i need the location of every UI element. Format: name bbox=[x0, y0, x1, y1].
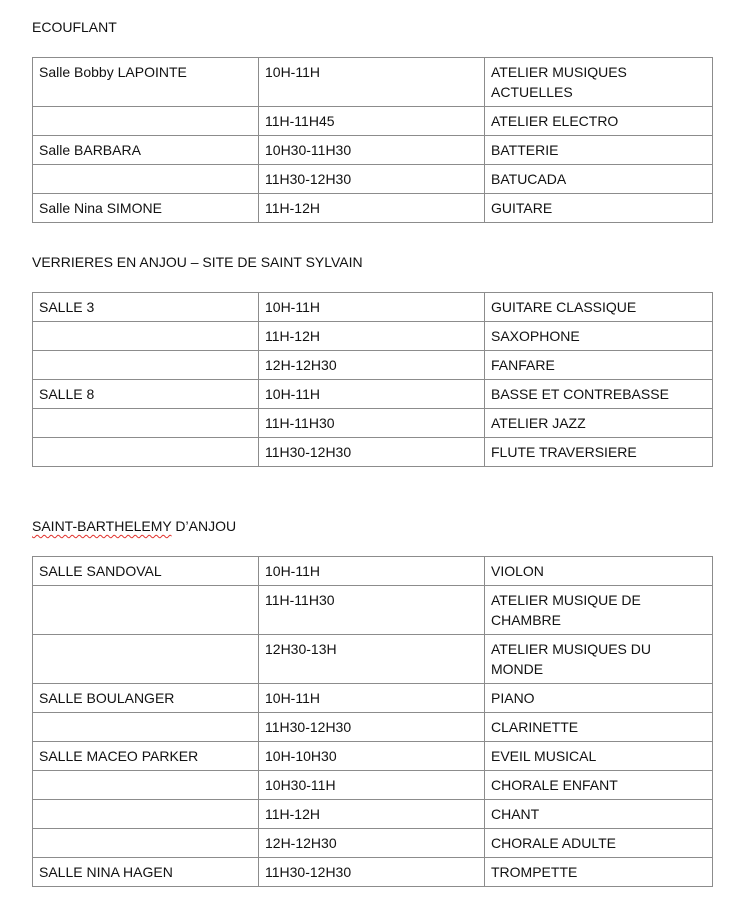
time-cell: 11H-11H30 bbox=[259, 586, 485, 635]
activity-cell: BATUCADA bbox=[485, 165, 713, 194]
table-row bbox=[33, 380, 713, 409]
activity-cell: PIANO bbox=[485, 684, 713, 713]
title-suffix: D’ANJOU bbox=[171, 518, 237, 534]
time-cell: 12H-12H30 bbox=[259, 351, 485, 380]
activity-cell: BASSE ET CONTREBASSE bbox=[485, 380, 713, 409]
room-cell bbox=[33, 800, 259, 829]
table-row bbox=[33, 829, 713, 858]
time-cell: 10H-10H30 bbox=[259, 742, 485, 771]
activity-cell: ATELIER ELECTRO bbox=[485, 107, 713, 136]
time-cell: 11H-12H bbox=[259, 800, 485, 829]
schedule-body bbox=[33, 293, 713, 467]
room-cell: SALLE MACEO PARKER bbox=[33, 742, 259, 771]
room-cell bbox=[33, 438, 259, 467]
activity-cell: CHORALE ENFANT bbox=[485, 771, 713, 800]
room-cell bbox=[33, 322, 259, 351]
activity-cell: CHANT bbox=[485, 800, 713, 829]
time-cell: 12H-12H30 bbox=[259, 829, 485, 858]
table-row bbox=[33, 586, 713, 635]
time-cell: 10H-11H bbox=[259, 380, 485, 409]
activity-cell: GUITARE bbox=[485, 194, 713, 223]
table-row bbox=[33, 635, 713, 684]
activity-cell: EVEIL MUSICAL bbox=[485, 742, 713, 771]
time-cell: 11H-11H30 bbox=[259, 409, 485, 438]
table-row bbox=[33, 58, 713, 107]
table-row bbox=[33, 136, 713, 165]
room-cell bbox=[33, 771, 259, 800]
time-cell: 10H-11H bbox=[259, 684, 485, 713]
table-row bbox=[33, 409, 713, 438]
table-row bbox=[33, 557, 713, 586]
table-row bbox=[33, 713, 713, 742]
table-row bbox=[33, 858, 713, 887]
activity-cell: SAXOPHONE bbox=[485, 322, 713, 351]
section-title-saint-barthelemy bbox=[32, 517, 236, 535]
table-row bbox=[33, 438, 713, 467]
activity-cell: VIOLON bbox=[485, 557, 713, 586]
room-cell bbox=[33, 351, 259, 380]
room-cell bbox=[33, 635, 259, 684]
table-row bbox=[33, 293, 713, 322]
schedule-table-ecouflant bbox=[32, 57, 713, 223]
room-cell: SALLE BOULANGER bbox=[33, 684, 259, 713]
schedule-body bbox=[33, 58, 713, 223]
time-cell: 10H-11H bbox=[259, 58, 485, 107]
table-row bbox=[33, 771, 713, 800]
room-cell bbox=[33, 165, 259, 194]
table-row bbox=[33, 742, 713, 771]
table-row bbox=[33, 107, 713, 136]
time-cell: 11H30-12H30 bbox=[259, 165, 485, 194]
spellcheck-word: SAINT-BARTHELEMY bbox=[32, 518, 172, 534]
room-cell: Salle Nina SIMONE bbox=[33, 194, 259, 223]
room-cell: SALLE 3 bbox=[33, 293, 259, 322]
table-row bbox=[33, 351, 713, 380]
time-cell: 11H-12H bbox=[259, 194, 485, 223]
activity-cell: TROMPETTE bbox=[485, 858, 713, 887]
activity-cell: ATELIER MUSIQUE DE CHAMBRE bbox=[485, 586, 713, 635]
table-row bbox=[33, 684, 713, 713]
section-title-ecouflant: ECOUFLANT bbox=[32, 19, 117, 35]
schedule-body bbox=[33, 557, 713, 887]
time-cell: 11H30-12H30 bbox=[259, 858, 485, 887]
table-row bbox=[33, 194, 713, 223]
schedule-table-verrieres bbox=[32, 292, 713, 467]
activity-cell: ATELIER MUSIQUES DU MONDE bbox=[485, 635, 713, 684]
table-row bbox=[33, 322, 713, 351]
activity-cell: FANFARE bbox=[485, 351, 713, 380]
time-cell: 10H30-11H bbox=[259, 771, 485, 800]
room-cell: SALLE SANDOVAL bbox=[33, 557, 259, 586]
room-cell bbox=[33, 586, 259, 635]
room-cell bbox=[33, 107, 259, 136]
activity-cell: ATELIER JAZZ bbox=[485, 409, 713, 438]
table-row bbox=[33, 800, 713, 829]
room-cell bbox=[33, 829, 259, 858]
time-cell: 12H30-13H bbox=[259, 635, 485, 684]
activity-cell: CHORALE ADULTE bbox=[485, 829, 713, 858]
section-title-verrieres: VERRIERES EN ANJOU – SITE DE SAINT SYLVAIN bbox=[32, 254, 363, 270]
room-cell bbox=[33, 713, 259, 742]
time-cell: 11H-11H45 bbox=[259, 107, 485, 136]
activity-cell: BATTERIE bbox=[485, 136, 713, 165]
time-cell: 11H30-12H30 bbox=[259, 438, 485, 467]
table-row bbox=[33, 165, 713, 194]
time-cell: 10H-11H bbox=[259, 557, 485, 586]
room-cell: Salle BARBARA bbox=[33, 136, 259, 165]
schedule-table-saint-barthelemy bbox=[32, 556, 713, 887]
time-cell: 11H-12H bbox=[259, 322, 485, 351]
time-cell: 10H-11H bbox=[259, 293, 485, 322]
activity-cell: ATELIER MUSIQUES ACTUELLES bbox=[485, 58, 713, 107]
room-cell: SALLE 8 bbox=[33, 380, 259, 409]
activity-cell: CLARINETTE bbox=[485, 713, 713, 742]
activity-cell: FLUTE TRAVERSIERE bbox=[485, 438, 713, 467]
room-cell bbox=[33, 409, 259, 438]
room-cell: Salle Bobby LAPOINTE bbox=[33, 58, 259, 107]
room-cell: SALLE NINA HAGEN bbox=[33, 858, 259, 887]
time-cell: 11H30-12H30 bbox=[259, 713, 485, 742]
time-cell: 10H30-11H30 bbox=[259, 136, 485, 165]
activity-cell: GUITARE CLASSIQUE bbox=[485, 293, 713, 322]
